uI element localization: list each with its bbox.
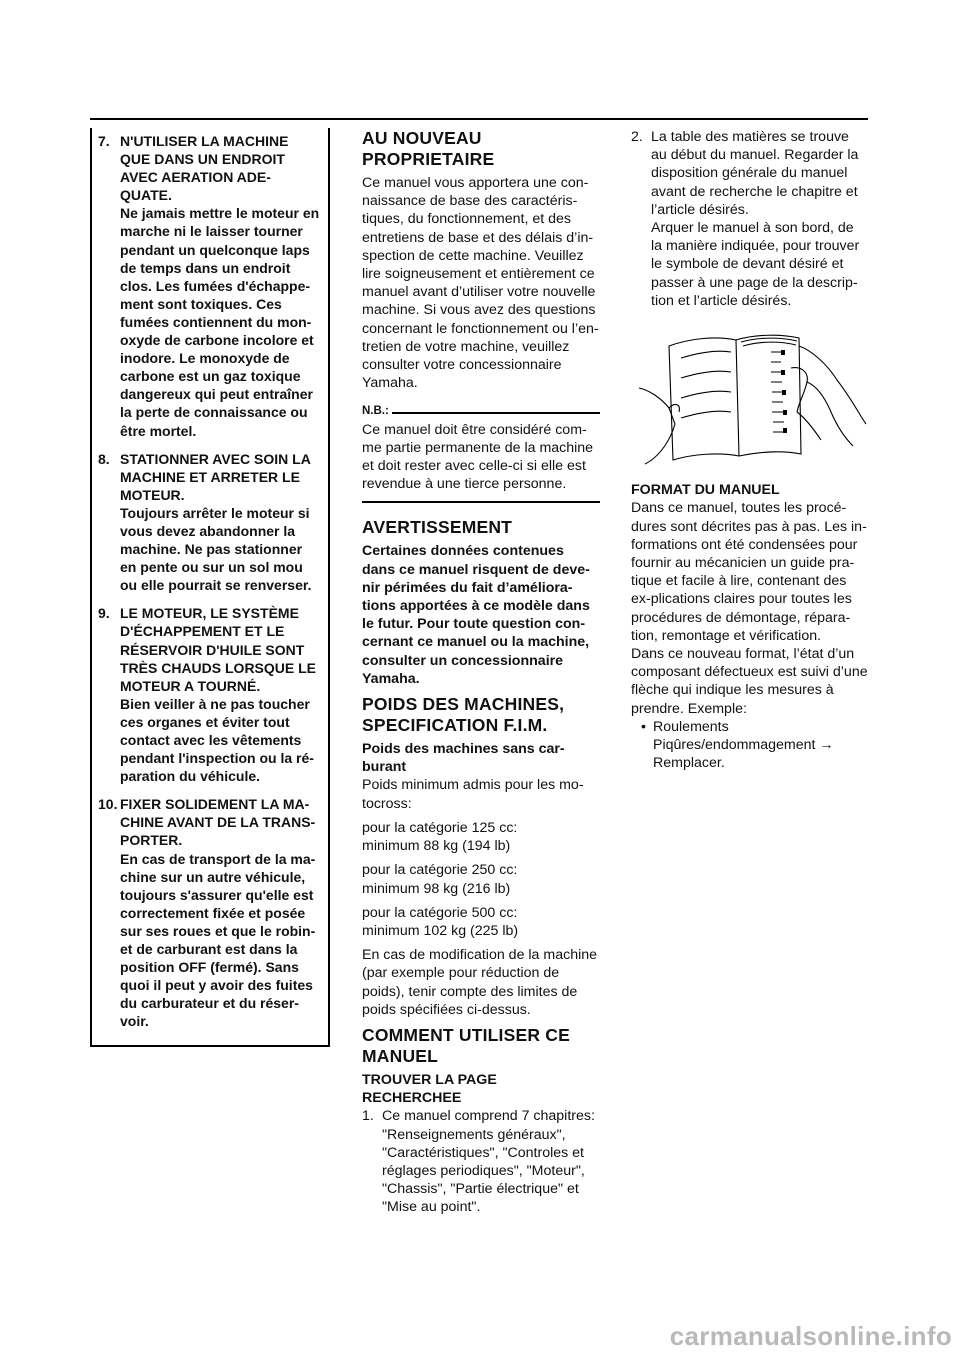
weight-class-label: pour la catégorie 250 cc: <box>362 862 518 879</box>
top-rule <box>90 118 868 120</box>
section-title-poids: POIDS DES MACHINES, SPECIFICATION F.I.M. <box>362 694 565 736</box>
item-body: Ne jamais mettre le moteur en marche ni le laisser tourner pendant un quelconque laps de temps dans un endroit clos. Les fumées d'échappe-ment sont toxiques. Ces fumées contiennent du mon-oxyde de carbone incolore et inodore. Le monoxyde de carbone est un gaz toxique dangereux qui peut entraîner la perte de connaissance ou être mortel. <box>120 205 320 439</box>
usage-subtitle: TROUVER LA PAGE RECHERCHEE <box>362 1071 497 1107</box>
nb-rule <box>392 412 600 414</box>
weight-class <box>362 861 600 897</box>
weight-class-value: minimum 102 kg (225 lb) <box>362 922 519 939</box>
avertissement-text: Certaines données contenues dans ce manuel risquent de deve-nir périmées du fait d’améliora-tions apportées à ce modèle dans le futur. Pour toute question con-cernant ce manuel ou la machine, consulter un concessionnaire Yamaha. <box>362 543 590 687</box>
weight-class-label: pour la catégorie 125 cc: <box>362 819 518 836</box>
example-action: Remplacer. <box>653 755 725 772</box>
item-number: 7. <box>98 133 110 149</box>
nb-end-rule <box>362 501 600 503</box>
poids-intro: Poids minimum admis pour les mo-tocross: <box>362 777 584 812</box>
step-text-continued: Arquer le manuel à son bord, de la manière indiquée, pour trouver le symbole de devant désiré et passer à une page de la descrip-tion et l’article désirés. <box>651 220 860 309</box>
item-title: FIXER SOLIDEMENT LA MA-CHINE AVANT DE LA TRANS-PORTER. <box>120 796 316 849</box>
manual-flip-illustration <box>631 328 868 468</box>
section-title-owner: AU NOUVEAU PROPRIETAIRE <box>362 128 495 169</box>
item-title: LE MOTEUR, LE SYSTÈME D'ÉCHAPPEMENT ET LE RÉSERVOIR D'HUILE SONT TRÈS CHAUDS LORSQUE LE MOTEUR A TOURNÉ. <box>120 605 317 694</box>
item-body: Bien veiller à ne pas toucher ces organes et éviter tout contact avec les vêtements pendant l'inspection ou la ré-paration du véhicule. <box>120 695 314 785</box>
example-line: Piqûres/endommagement → <box>653 737 834 754</box>
weight-class-value: minimum 98 kg (216 lb) <box>362 880 511 897</box>
middle-column <box>362 128 600 1217</box>
warning-column <box>90 128 330 1047</box>
item-title: STATIONNER AVEC SOIN LA MACHINE ET ARRETER LE MOTEUR. <box>120 450 311 503</box>
format-text-2: Dans ce nouveau format, l’état d’un composant défectueux est suivi d’une flèche qui indique les mesures à prendre. Exemple: <box>631 646 868 717</box>
format-title: FORMAT DU MANUEL <box>631 482 780 499</box>
nb-label: N.B.: <box>362 405 389 418</box>
section-title-usage: COMMENT UTILISER CE MANUEL <box>362 1024 570 1066</box>
nb-header <box>362 402 600 420</box>
usage-step <box>362 1107 600 1216</box>
example-list-item <box>641 718 868 773</box>
step-text: Ce manuel comprend 7 chapitres: "Renseignements généraux", "Caractéristiques", "Controles et réglages periodiques", "Moteur", "Chassis", "Partie électrique" et "Mise au point". <box>382 1108 595 1216</box>
weight-class <box>362 819 600 855</box>
weight-class <box>362 904 600 940</box>
owner-text: Ce manuel vous apportera une con-naissance de base des caractéris-tiques, du fonctionnement, et des entretiens de base et des délais d’in-spection de cette machine. Veuillez lire soigneusement et entièrement ce manuel avant d’utiliser votre nouvelle machine. Si vous avez des questions concernant le fonctionnement ou l’en-tretien de votre machine, veuillez consulter votre concessionnaire Yamaha. <box>362 175 599 392</box>
item-number: 8. <box>98 450 110 467</box>
item-body: En cas de transport de la ma-chine sur un autre véhicule, toujours s'assurer qu'elle est correctement fixée et posée sur ses roues et que le robin-et de carburant est dans la position OFF (fermé). Sans quoi il peut y avoir des fuites du carburateur et du réser-voir. <box>120 850 316 1030</box>
warning-item <box>98 604 322 785</box>
warning-item <box>98 450 322 595</box>
item-number: 10. <box>98 796 118 813</box>
step-text: La table des matières se trouve au début du manuel. Regarder la disposition générale du manuel avant de recherche le chapitre et l’article désirés. <box>651 129 859 218</box>
warning-box <box>90 128 330 1047</box>
item-body: Toujours arrêter le moteur si vous devez abandonner la machine. Ne pas stationner en pente ou sur un sol mou ou elle pourrait se renverser. <box>120 504 312 594</box>
step-number: 1. <box>362 1108 374 1125</box>
item-title: N'UTILISER LA MACHINE QUE DANS UN ENDROIT AVEC AERATION ADE-QUATE. <box>120 133 289 204</box>
watermark: carmanualsonline.info <box>669 1321 952 1351</box>
section-title-avertissement: AVERTISSEMENT <box>362 517 513 538</box>
warning-item <box>98 795 322 1030</box>
format-text-1: Dans ce manuel, toutes les procé-dures sont décrites pas à pas. Les in-formations ont été condensées pour fournir au mécanicien un guide pra-tique et facile à lire, contenant des ex-plications claires pour toutes les procédures de démontage, répara-tion, remontage et vérification. <box>631 500 867 644</box>
nb-text: Ce manuel doit être considéré com-me partie permanente de la machine et doit rester avec celle-ci si elle est revendue à une tierce personne. <box>362 421 594 493</box>
warning-item <box>98 132 322 440</box>
step-number: 2. <box>631 129 643 145</box>
bullet-icon: • <box>641 718 646 735</box>
right-column <box>631 128 868 772</box>
example-item: Roulements <box>653 718 729 735</box>
poids-subtitle: Poids des machines sans car-burant <box>362 741 565 776</box>
usage-step <box>631 128 868 310</box>
weight-class-value: minimum 88 kg (194 lb) <box>362 838 511 855</box>
item-number: 9. <box>98 605 110 622</box>
weight-class-label: pour la catégorie 500 cc: <box>362 904 518 921</box>
poids-note: En cas de modification de la machine (par exemple pour réduction de poids), tenir compte des limites de poids spécifiées ci-dessus. <box>362 947 598 1018</box>
